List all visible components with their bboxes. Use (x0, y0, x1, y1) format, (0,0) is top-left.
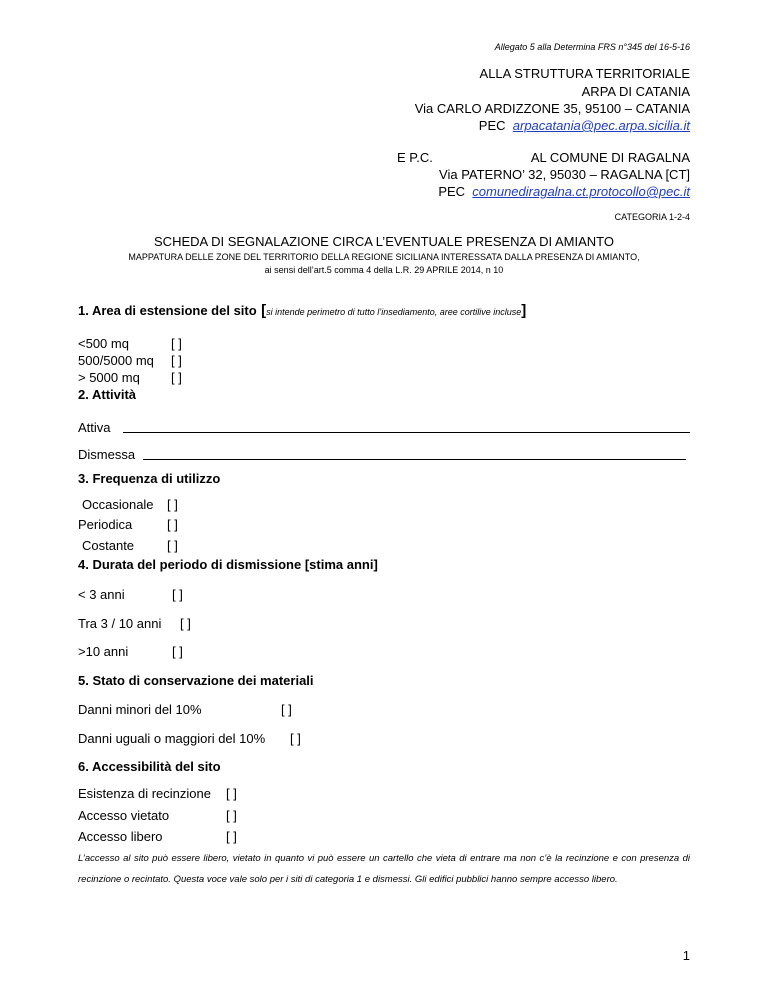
accessibility-note: L’accesso al sito può essere libero, vietato in quanto vi può essere un cartello che vieta di entrare ma non c’è la recinzione e con presenza di recinzione o recintato. Questa voce vale solo per i siti di categoria 1 e dismessi. Gli edifici pubblici hanno sempre accesso libero. (78, 853, 690, 885)
form-title: SCHEDA DI SEGNALAZIONE CIRCA L’EVENTUALE PRESENZA DI AMIANTO (154, 234, 614, 249)
option-label: Tra 3 / 10 anni (78, 616, 162, 631)
pec-line-comune (438, 184, 690, 199)
recipient-line: ALLA STRUTTURA TERRITORIALE (479, 66, 690, 81)
field-label-dismessa: Dismessa (78, 447, 136, 462)
option-checkbox[interactable]: [ ] (226, 829, 237, 844)
option-checkbox[interactable]: [ ] (226, 808, 237, 823)
option-label: Danni minori del 10% (78, 702, 202, 717)
option-checkbox[interactable]: [ ] (171, 336, 182, 351)
option-label: > 5000 mq (78, 370, 140, 385)
option-checkbox[interactable]: [ ] (226, 786, 237, 801)
option-checkbox[interactable]: [ ] (167, 538, 178, 553)
pec-email-arpa[interactable]: arpacatania@pec.arpa.sicilia.it (512, 118, 690, 133)
allegato-reference: Allegato 5 alla Determina FRS n°345 del 16-5-16 (494, 42, 690, 52)
option-label: Occasionale (82, 497, 154, 512)
form-subtitle: MAPPATURA DELLE ZONE DEL TERRITORIO DELLA REGIONE SICILIANA INTERESSATA DALLA PRESENZA DI AMIANTO, (128, 252, 640, 262)
categoria-label: CATEGORIA 1-2-4 (614, 212, 690, 222)
section-1-title: 1. Area di estensione del sito (78, 303, 257, 318)
option-checkbox[interactable]: [ ] (281, 702, 292, 717)
section-2-title: 2. Attività (78, 387, 137, 402)
recipient-line: Via CARLO ARDIZZONE 35, 95100 – CATANIA (414, 101, 690, 116)
option-label: 500/5000 mq (78, 353, 154, 368)
option-label: Esistenza di recinzione (78, 786, 211, 801)
page-number: 1 (682, 948, 690, 963)
recipient-line: ARPA DI CATANIA (581, 84, 690, 99)
ep-label: E P.C. (397, 150, 433, 165)
form-subtitle-law: ai sensi dell’art.5 comma 4 della L.R. 29 APRILE 2014, n 10 (264, 265, 504, 275)
option-checkbox[interactable]: [ ] (172, 644, 183, 659)
option-label: < 3 anni (78, 587, 125, 602)
option-label: Danni uguali o maggiori del 10% (78, 731, 266, 746)
section-6-title: 6. Accessibilità del sito (78, 759, 221, 774)
option-label: >10 anni (78, 644, 129, 659)
option-checkbox[interactable]: [ ] (167, 517, 178, 532)
option-label: Costante (82, 538, 135, 553)
option-label: Periodica (78, 517, 133, 532)
field-line-dismessa[interactable] (143, 459, 686, 460)
section-5-title: 5. Stato di conservazione dei materiali (78, 673, 314, 688)
option-checkbox[interactable]: [ ] (171, 370, 182, 385)
option-checkbox[interactable]: [ ] (172, 587, 183, 602)
option-label: <500 mq (78, 336, 129, 351)
section-1-note: si intende perimetro di tutto l’insediamento, aree cortilive incluse (266, 307, 522, 317)
option-label: Accesso libero (78, 829, 163, 844)
pec-label: PEC (478, 118, 506, 133)
field-label-attiva: Attiva (78, 420, 111, 435)
recipient-comune: AL COMUNE DI RAGALNA (530, 150, 690, 165)
recipient-comune-address: Via PATERNO’ 32, 95030 – RAGALNA [CT] (439, 167, 690, 182)
pec-line-arpa (479, 118, 690, 133)
option-checkbox[interactable]: [ ] (171, 353, 182, 368)
option-label: Accesso vietato (78, 808, 170, 823)
pec-label: PEC (438, 184, 466, 199)
pec-email-comune[interactable]: comunediragalna.ct.protocollo@pec.it (472, 184, 690, 199)
option-checkbox[interactable]: [ ] (180, 616, 191, 631)
field-line-attiva[interactable] (123, 432, 690, 433)
section-3-title: 3. Frequenza di utilizzo (78, 471, 221, 486)
section-1-heading: 1. Area di estensione del sito [si intende perimetro di tutto l’insediamento, aree cortilive incluse] (78, 302, 527, 319)
option-checkbox[interactable]: [ ] (290, 731, 301, 746)
section-4-title: 4. Durata del periodo di dismissione [stima anni] (78, 557, 378, 572)
option-checkbox[interactable]: [ ] (167, 497, 178, 512)
